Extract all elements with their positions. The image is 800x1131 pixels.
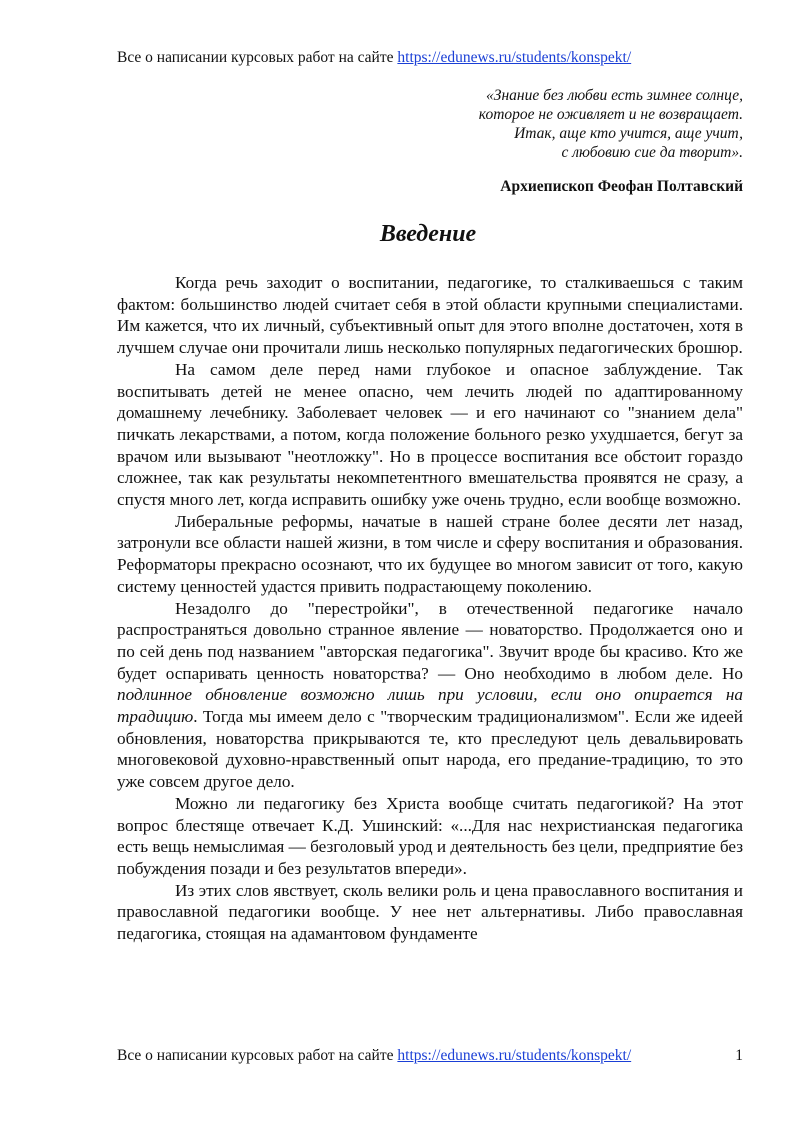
section-title: Введение <box>379 221 477 247</box>
paragraph-text: . Тогда мы имеем дело с "творческим традиционализмом". Если же идеей обновления, новаторства прикрываются те, кто преследуют цель девальвировать многовековой духовно-нравственный опыт народа, его предание-традицию, то это уже совсем другое дело. <box>117 707 743 792</box>
paragraph <box>117 598 743 793</box>
paragraph: Можно ли педагогику без Христа вообще считать педагогикой? На этот вопрос блестяще отвечает К.Д. Ушинский: «...Для нас нехристианская педагогика есть вещь немыслимая — безголовый урод и деятельность без цели, предприятие без побуждения позади и без результатов впереди». <box>117 793 743 878</box>
italic-emphasis: подлинное обновление возможно лишь при условии, если оно опирается на традицию <box>117 685 743 727</box>
epigraph-author: Архиепископ Феофан Полтавский <box>500 178 743 195</box>
paragraph-text: Незадолго до "перестройки", в отечественной педагогике начало распространяться довольно странное явление — новаторство. Продолжается оно и по сей день под названием "авторская педагогика". Звучит вроде бы красиво. Кто же будет оспаривать ценность новаторства? — Оно необходимо в любом деле. Но <box>117 598 743 683</box>
paragraph: На самом деле перед нами глубокое и опасное заблуждение. Так воспитывать детей не менее опасно, чем лечить людей по адаптированному домашнему лечебнику. Заболевает человек — и его начинают со "знанием дела" пичкать лекарствами, а потом, когда положение больного резко ухудшается, бегут за врачом или вызывают "неотложку". Но в процессе воспитания все обстоит гораздо сложнее, так как результаты некомпетентного вмешательства проявятся не сразу, а спустя много лет, когда исправить ошибку уже очень трудно, если вообще возможно. <box>117 359 743 510</box>
page-header <box>117 48 757 68</box>
epigraph-line: Итак, аще кто учится, аще учит, <box>514 125 743 142</box>
paragraph: Когда речь заходит о воспитании, педагогике, то сталкиваешься с таким фактом: большинство людей считает себя в этой области крупными специалистами. Им кажется, что их личный, субъективный опыт для этого вполне достаточен, хотя в лучшем случае они прочитали лишь несколько популярных педагогических брошюр. <box>117 273 743 358</box>
paragraph: Либеральные реформы, начатые в нашей стране более десяти лет назад, затронули все области нашей жизни, в том числе и сферу воспитания и образования. Реформаторы прекрасно осознают, что их будущее во многом зависит от того, какую систему ценностей удастся привить подрастающему поколению. <box>117 511 743 596</box>
epigraph-line: «Знание без любви есть зимнее солнце, <box>486 87 743 104</box>
footer-link[interactable]: https://edunews.ru/students/konspekt/ <box>397 1047 632 1064</box>
paragraph: Из этих слов явствует, сколь велики роль и цена православного воспитания и православной педагогики вообще. У нее нет альтернативы. Либо православная педагогика, стоящая на адамантовом фундаменте <box>117 880 743 944</box>
header-link[interactable]: https://edunews.ru/students/konspekt/ <box>397 49 632 66</box>
epigraph <box>479 86 743 162</box>
epigraph-line: с любовию сие да творит». <box>561 144 743 161</box>
footer-text: Все о написании курсовых работ на сайте <box>117 1047 398 1064</box>
body-text <box>117 272 743 945</box>
header-text: Все о написании курсовых работ на сайте <box>117 49 398 66</box>
page-number: 1 <box>735 1047 743 1064</box>
epigraph-line: которое не оживляет и не возвращает. <box>478 106 743 123</box>
page-footer <box>117 1046 743 1066</box>
